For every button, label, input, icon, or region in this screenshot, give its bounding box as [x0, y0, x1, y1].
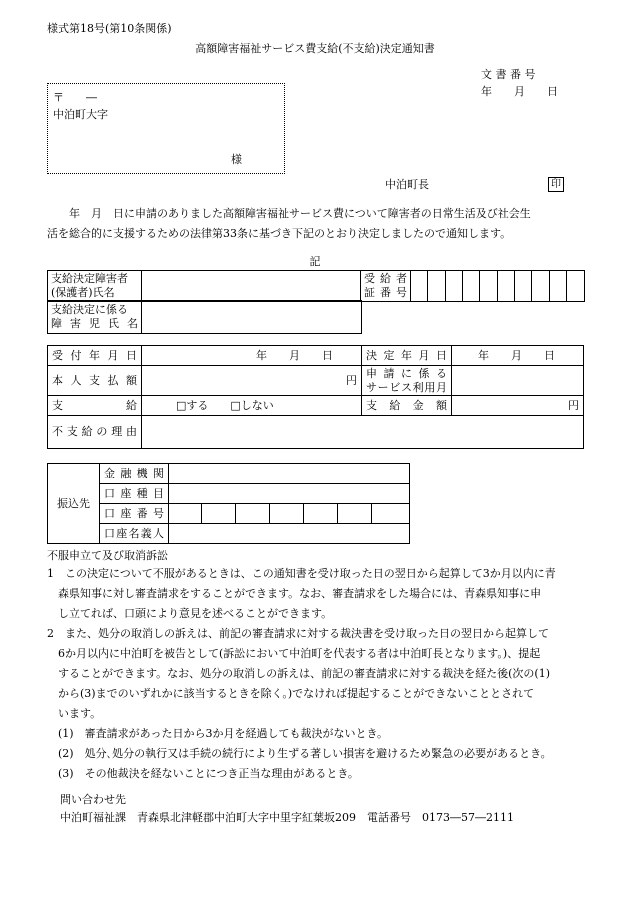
recipient-table: [47, 270, 585, 302]
account-holder-field[interactable]: [169, 524, 410, 544]
address-town: 中泊町大字: [53, 108, 108, 121]
account-number-label-text: 口座番号: [104, 506, 164, 520]
service-month-label-line-1: 申請に係る: [366, 366, 447, 380]
payment-options[interactable]: [142, 396, 362, 416]
decision-date-label-text: 決定年月日: [366, 348, 447, 362]
child-name-label-line-2: 障害児氏名: [51, 317, 138, 330]
notice-body-line-2: 活を総合的に支援するための法律第33条に基づき下記のとおり決定しましたので通知します。: [47, 227, 512, 240]
document-number-label: 文 書 番 号: [481, 68, 536, 81]
account-holder-label: [100, 524, 169, 544]
recipient-name-label: [48, 271, 142, 302]
self-pay-label-text: 本人支払額: [52, 373, 137, 387]
decision-date-field[interactable]: [452, 346, 584, 366]
child-name-label: [48, 301, 142, 334]
certificate-number-label: [361, 271, 411, 302]
bank-label-text: 金融機関: [104, 466, 164, 480]
appeal-notes: [47, 564, 587, 784]
recipient-name-label-line-1: 支給決定障害者: [51, 272, 128, 285]
account-number-label: [100, 504, 169, 524]
amount-field[interactable]: [452, 396, 584, 416]
account-digit-box[interactable]: [304, 504, 338, 524]
amount-label: [362, 396, 452, 416]
note-line: 森県知事に対し審査請求をすることができます。なお、審査請求をした場合には、青森県知事に申: [47, 587, 542, 600]
received-date-label-text: 受付年月日: [52, 348, 137, 362]
decision-table: [47, 345, 584, 449]
note-line: (3) その他裁決を経ないことにつき正当な理由があるとき。: [47, 767, 359, 780]
transfer-label: [48, 464, 100, 544]
cert-digit-box[interactable]: [480, 271, 498, 302]
transfer-table: [47, 463, 410, 544]
appeal-heading: 不服申立て及び取消訴訟: [47, 549, 168, 562]
note-line: 1 この決定について不服があるときは、この通知書を受け取った日の翌日から起算して3か月以内に青: [47, 567, 556, 580]
note-line: し立てれば、口頭により意見を述べることができます。: [47, 607, 333, 620]
form-number: 様式第18号(第10条関係): [47, 22, 172, 35]
cert-digit-box[interactable]: [411, 271, 428, 302]
received-date-value: 年 月 日: [256, 348, 333, 362]
document-title: 高額障害福祉サービス費支給(不支給)決定通知書: [195, 42, 435, 55]
decision-date-value: 年 月 日: [478, 348, 555, 362]
received-date-label: [48, 346, 142, 366]
certificate-number-label-line-1: 受給者: [364, 272, 407, 285]
contact-heading: 問い合わせ先: [60, 793, 126, 806]
reason-field[interactable]: [142, 416, 584, 449]
cert-digit-box[interactable]: [550, 271, 567, 302]
account-digit-box[interactable]: [270, 504, 304, 524]
certificate-number-label-line-2: 証番号: [364, 286, 407, 299]
cert-digit-box[interactable]: [532, 271, 550, 302]
amount-label-text: 支給金額: [366, 398, 447, 412]
note-line: (2) 処分､処分の執行又は手続の続行により生ずる著しい損害を避けるため緊急の必要があるとき。: [47, 747, 552, 760]
account-digit-box[interactable]: [338, 504, 372, 524]
self-pay-field[interactable]: [142, 366, 362, 396]
transfer-label-text: 振込先: [57, 496, 90, 510]
payment-label: [48, 396, 142, 416]
self-pay-yen: 円: [346, 373, 357, 387]
contact-line: 中泊町福祉課 青森県北津軽郡中泊町大字中里字紅葉坂209 電話番号 0173―57―2111: [60, 811, 514, 824]
account-digit-box[interactable]: [202, 504, 236, 524]
account-type-label-text: 口座種目: [104, 486, 164, 500]
decision-date-label: [362, 346, 452, 366]
child-table: [47, 300, 362, 334]
cert-digit-box[interactable]: [515, 271, 532, 302]
payment-checkboxes[interactable]: □する □しない: [176, 398, 274, 412]
notice-body: [47, 204, 587, 244]
self-pay-label: [48, 366, 142, 396]
payment-label-text: 支 給: [52, 398, 137, 412]
amount-yen: 円: [568, 398, 579, 412]
recipient-name-label-line-2: (保護者)氏名: [51, 286, 115, 299]
postal-code-mark: 〒 ―: [53, 91, 97, 104]
cert-digit-box[interactable]: [463, 271, 480, 302]
note-line: 6か月以内に中泊町を被告として(訴訟において中泊町を代表する者は中泊町長となります。)、提起: [47, 647, 541, 660]
received-date-field[interactable]: [142, 346, 362, 366]
service-month-label-line-2: サービス利用月: [366, 380, 447, 394]
cert-digit-box[interactable]: [567, 271, 585, 302]
child-name-field[interactable]: [142, 301, 362, 334]
note-line: (1) 審査請求があった日から3か月を経過しても裁決がないとき。: [47, 727, 389, 740]
issuer-name: 中泊町長: [385, 178, 429, 191]
service-month-field[interactable]: [452, 366, 584, 396]
account-digit-box[interactable]: [169, 504, 202, 524]
honorific-sama: 様: [231, 153, 242, 166]
document-date: 年 月 日: [481, 85, 558, 98]
bank-field[interactable]: [169, 464, 410, 484]
account-type-field[interactable]: [169, 484, 410, 504]
address-box: [47, 83, 285, 174]
service-month-label: [362, 366, 452, 396]
cert-digit-box[interactable]: [498, 271, 515, 302]
notice-body-line-1: 年 月 日に申請のありました高額障害福祉サービス費について障害者の日常生活及び社会生: [47, 207, 531, 220]
bank-label: [100, 464, 169, 484]
cert-digit-box[interactable]: [446, 271, 463, 302]
cert-digit-box[interactable]: [428, 271, 446, 302]
note-line: います。: [47, 707, 102, 720]
note-line: から(3)までのいずれかに該当するときを除く。)でなければ提起することができないこととされて: [47, 687, 535, 700]
recipient-name-field[interactable]: [142, 271, 361, 302]
child-name-label-line-1: 支給決定に係る: [51, 303, 128, 316]
reason-label-text: 不支給の理由: [52, 425, 137, 439]
ki-heading: 記: [309, 255, 321, 268]
account-digit-box[interactable]: [372, 504, 410, 524]
seal-mark: 印: [548, 177, 564, 192]
account-type-label: [100, 484, 169, 504]
note-line: することができます。なお、処分の取消しの訴えは、前記の審査請求に対する裁決を経た後(次の(1): [47, 667, 550, 680]
account-holder-label-text: 口座名義人: [104, 526, 164, 540]
account-digit-box[interactable]: [236, 504, 270, 524]
reason-label: [48, 416, 142, 449]
note-line: 2 また、処分の取消しの訴えは、前記の審査請求に対する裁決書を受け取った日の翌日から起算して: [47, 627, 549, 640]
